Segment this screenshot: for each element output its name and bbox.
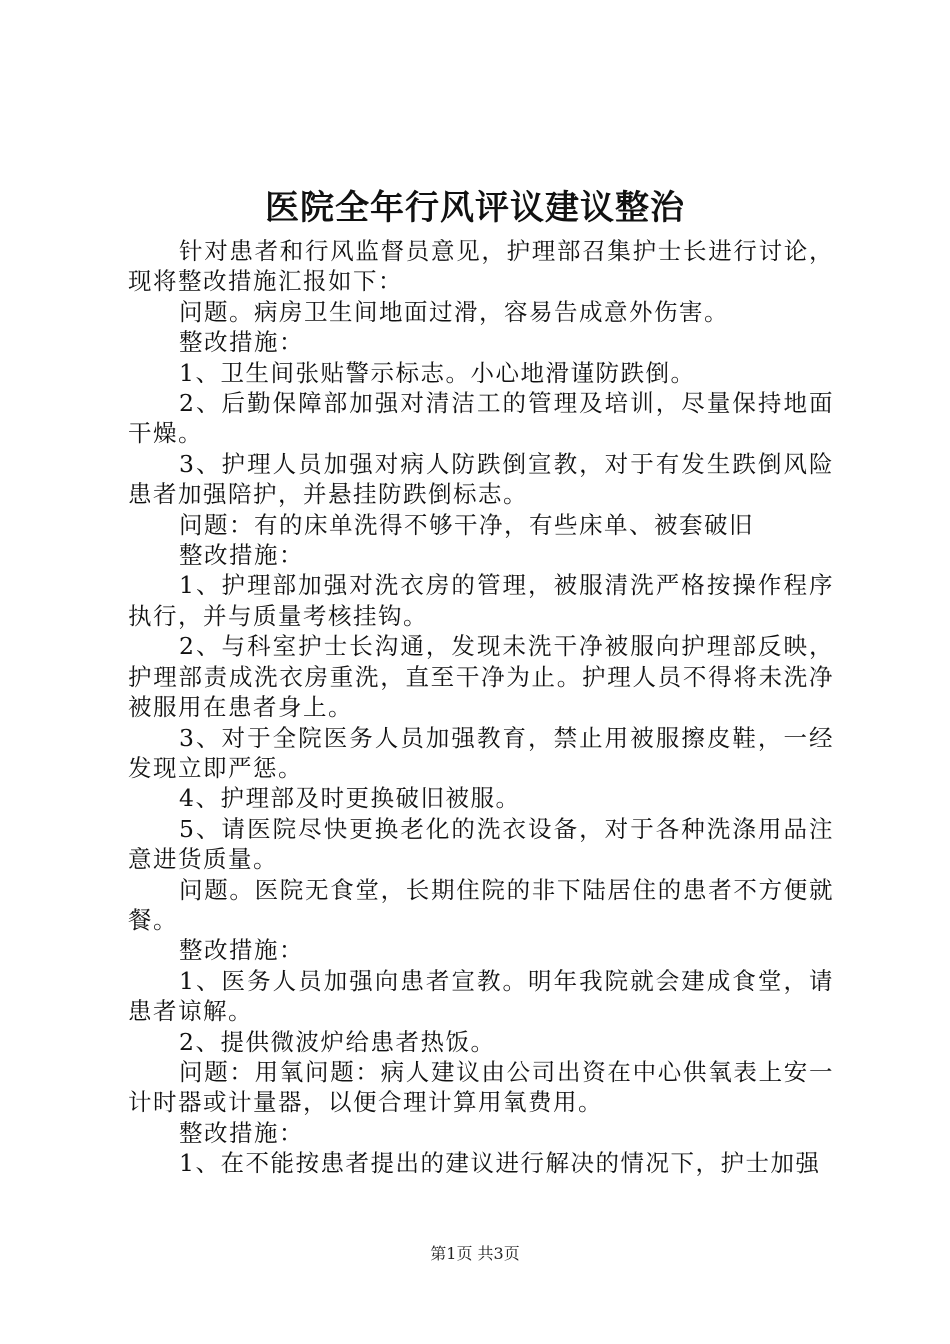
paragraph-measure-2-4: 4、护理部及时更换破旧被服。 [179, 784, 521, 813]
paragraph-measure-2-1: 1、护理部加强对洗衣房的管理，被服清洗严格按操作程序执行，并与质量考核挂钩。 [128, 571, 834, 630]
paragraph-problem-4: 问题：用氧问题：病人建议由公司出资在中心供氧表上安一计时器或计量器，以便合理计算用氧费用。 [128, 1057, 834, 1117]
paragraph-measure-3-2: 2、提供微波炉给患者热饭。 [179, 1027, 496, 1056]
paragraph-measure-1-3: 3、护理人员加强对病人防跌倒宣教，对于有发生跌倒风险患者加强陪护，并悬挂防跌倒标志。 [128, 449, 834, 509]
paragraph-measure-2-2: 2、与科室护士长沟通，发现未洗干净被服向护理部反映，护理部责成洗衣房重洗，直至干净为止。护理人员不得将未洗净被服用在患者身上。 [128, 632, 834, 722]
paragraph-measure-4-1: 1、在不能按患者提出的建议进行解决的情况下，护士加强 [179, 1149, 821, 1178]
document-body [128, 236, 834, 1179]
page-footer: 第1页 共3页 [430, 1244, 520, 1263]
paragraph-problem-2: 问题：有的床单洗得不够干净，有些床单、被套破旧 [179, 510, 754, 539]
paragraph-measure-2-5: 5、请医院尽快更换老化的洗衣设备，对于各种洗涤用品注意进货质量。 [128, 814, 834, 874]
paragraph-measure-1-2: 2、后勤保障部加强对清洁工的管理及培训，尽量保持地面干燥。 [128, 389, 834, 448]
paragraph-problem-3: 问题。医院无食堂，长期住院的非下陆居住的患者不方便就餐。 [128, 875, 834, 934]
paragraph-measure-2-3: 3、对于全院医务人员加强教育，禁止用被服擦皮鞋，一经发现立即严惩。 [128, 723, 834, 782]
paragraph-measures-heading-1: 整改措施： [179, 328, 304, 357]
paragraph-measures-heading-3: 整改措施： [179, 936, 304, 965]
paragraph-measures-heading-2: 整改措施： [179, 541, 304, 570]
paragraph-problem-1: 问题。病房卫生间地面过滑，容易告成意外伤害。 [179, 297, 729, 326]
paragraph-measures-heading-4: 整改措施： [179, 1118, 304, 1147]
paragraph-intro: 针对患者和行风监督员意见，护理部召集护士长进行讨论，现将整改措施汇报如下： [128, 237, 834, 296]
paragraph-measure-1-1: 1、卫生间张贴警示标志。小心地滑谨防跌倒。 [179, 358, 696, 387]
document-title: 医院全年行风评议建议整治 [265, 188, 685, 228]
paragraph-measure-3-1: 1、医务人员加强向患者宣教。明年我院就会建成食堂，请患者谅解。 [128, 966, 834, 1026]
